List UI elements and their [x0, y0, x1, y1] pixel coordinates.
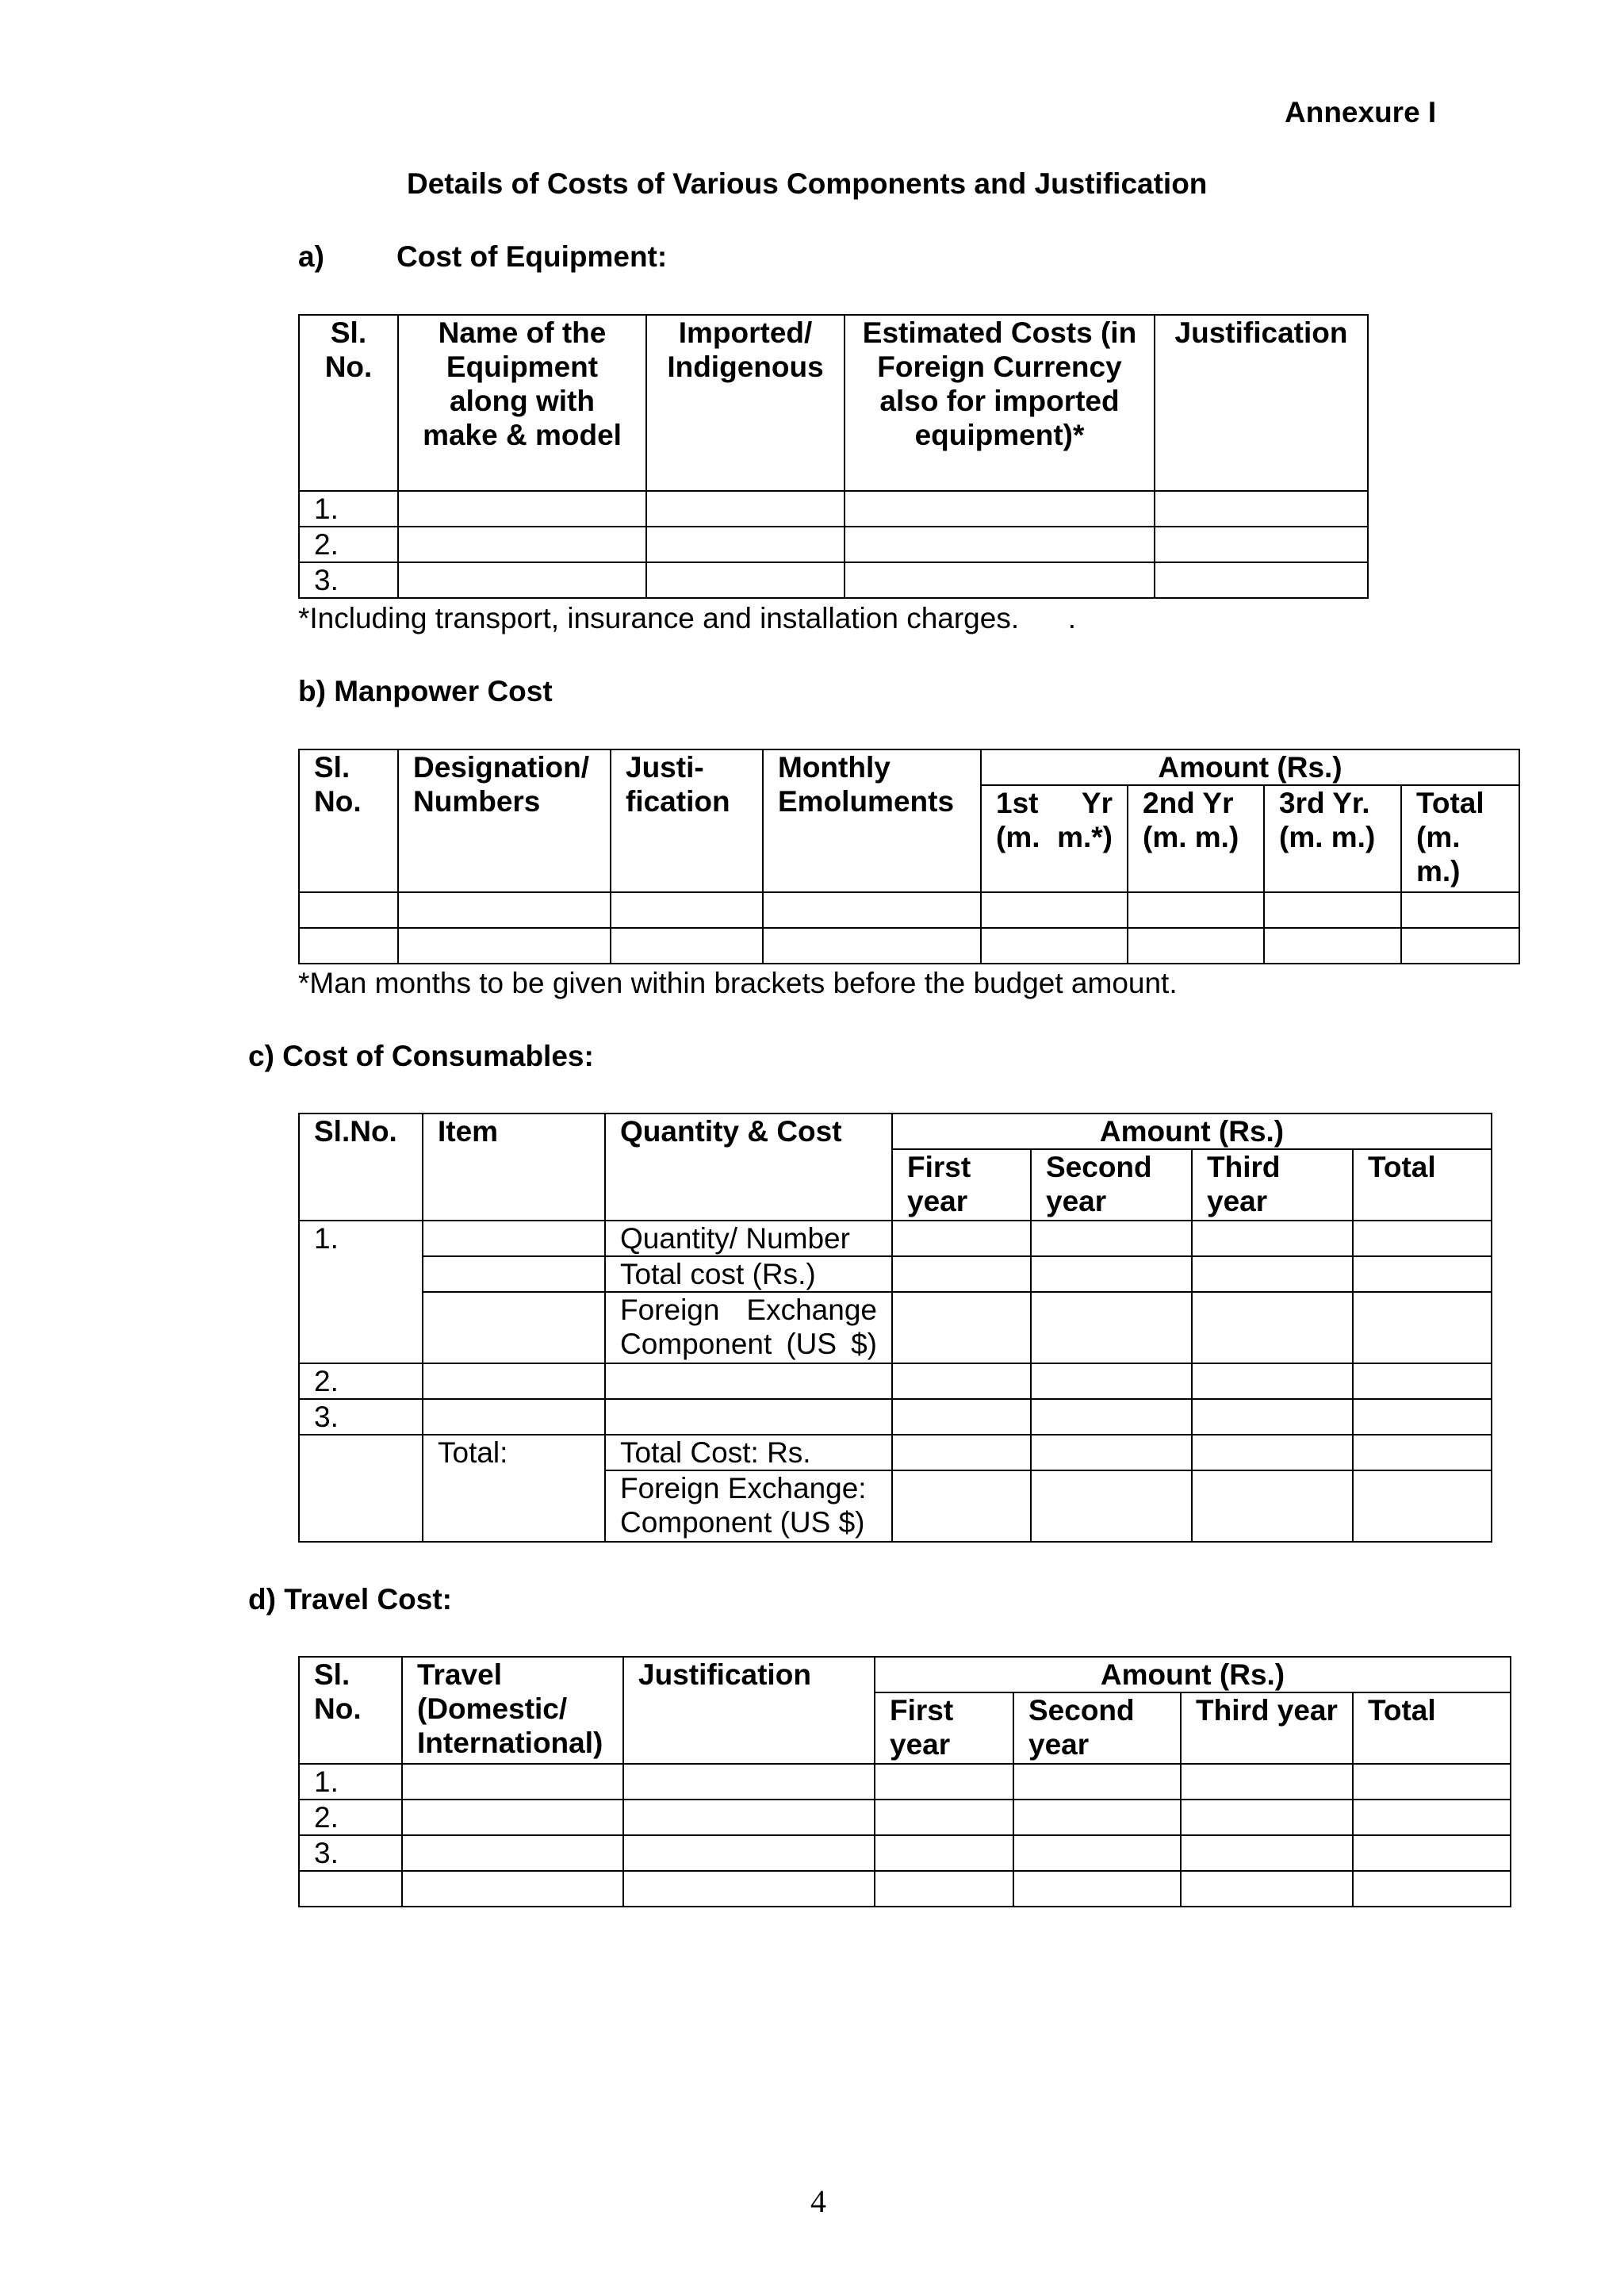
row-number: 3.	[299, 1399, 423, 1435]
header-year-3: 3rd Yr. (m. m.)	[1264, 785, 1401, 892]
annexure-label: Annexure I	[1285, 96, 1437, 128]
total-label: Total:	[423, 1435, 605, 1542]
section-b-heading: b) Manpower Cost	[298, 675, 553, 707]
section-a-heading: Cost of Equipment:	[396, 240, 668, 273]
table-row	[299, 1221, 1492, 1256]
table-row	[299, 1435, 1492, 1470]
header-monthly-emoluments: Monthly Emoluments	[763, 749, 981, 892]
header-second-year: Second year	[1031, 1149, 1192, 1221]
table-row	[299, 1835, 1511, 1871]
header-first-year: First year	[892, 1149, 1031, 1221]
table-row	[299, 1399, 1492, 1435]
header-total: Total (m. m.)	[1401, 785, 1519, 892]
table-row	[299, 1764, 1511, 1800]
header-third-year: Third year	[1181, 1692, 1353, 1764]
header-estimated-costs: Estimated Costs (in Foreign Currency also for imported equipment)*	[845, 315, 1155, 491]
header-amount: Amount (Rs.)	[875, 1657, 1511, 1692]
header-imported-indigenous: Imported/ Indigenous	[646, 315, 845, 491]
header-justification: Justi- fication	[611, 749, 763, 892]
total-cost-label: Total cost (Rs.)	[605, 1256, 892, 1292]
row-number: 1.	[299, 491, 398, 527]
section-a-marker: a)	[298, 240, 324, 273]
header-justification: Justification	[623, 1657, 875, 1764]
header-year-2: 2nd Yr (m. m.)	[1128, 785, 1264, 892]
table-row	[299, 928, 1519, 964]
header-travel: Travel (Domestic/ International)	[402, 1657, 623, 1764]
table-row	[299, 1292, 1492, 1363]
header-total: Total	[1353, 1692, 1511, 1764]
header-quantity-cost: Quantity & Cost	[605, 1114, 892, 1221]
section-d-heading: d) Travel Cost:	[248, 1583, 452, 1616]
row-number: 1.	[299, 1221, 423, 1363]
consumables-table	[298, 1113, 1492, 1543]
header-first-year: First year	[875, 1692, 1013, 1764]
header-justification: Justification	[1155, 315, 1368, 491]
header-sl-no: Sl. No.	[299, 1657, 402, 1764]
table-row	[299, 1363, 1492, 1399]
foreign-exchange-label: Foreign Exchange Component (US $)	[605, 1292, 892, 1363]
row-number	[299, 1871, 402, 1907]
row-number: 2.	[299, 1800, 402, 1835]
row-number: 2.	[299, 1363, 423, 1399]
quantity-number-label: Quantity/ Number	[605, 1221, 892, 1256]
header-amount: Amount (Rs.)	[892, 1114, 1492, 1149]
travel-table	[298, 1656, 1511, 1907]
header-amount: Amount (Rs.)	[981, 749, 1519, 785]
row-number: 3.	[299, 1835, 402, 1871]
section-c-heading: c) Cost of Consumables:	[248, 1040, 594, 1072]
header-sl-no: Sl. No.	[299, 315, 398, 491]
equipment-note: *Including transport, insurance and installation charges. .	[298, 602, 1077, 634]
row-number: 3.	[299, 562, 398, 598]
table-row	[299, 562, 1368, 598]
total-foreign-exchange-label: Foreign Exchange: Component (US $)	[605, 1470, 892, 1542]
header-total: Total	[1353, 1149, 1492, 1221]
equipment-table	[298, 314, 1369, 599]
header-second-year: Second year	[1013, 1692, 1181, 1764]
header-third-year: Third year	[1192, 1149, 1353, 1221]
table-row	[299, 1871, 1511, 1907]
row-number: 2.	[299, 527, 398, 562]
manpower-table	[298, 749, 1520, 964]
table-row	[299, 491, 1368, 527]
header-sl-no: Sl. No.	[299, 749, 398, 892]
page-number: 4	[810, 2183, 826, 2219]
header-sl-no: Sl.No.	[299, 1114, 423, 1221]
table-row	[299, 1800, 1511, 1835]
header-equipment-name: Name of the Equipment along with make & model	[398, 315, 646, 491]
header-designation: Designation/ Numbers	[398, 749, 611, 892]
header-item: Item	[423, 1114, 605, 1221]
table-row	[299, 892, 1519, 928]
manpower-note: *Man months to be given within brackets before the budget amount.	[298, 967, 1178, 999]
header-year-1: 1st Yr (m. m.*)	[981, 785, 1128, 892]
table-row	[299, 527, 1368, 562]
table-row	[299, 1256, 1492, 1292]
row-number: 1.	[299, 1764, 402, 1800]
total-cost-rs-label: Total Cost: Rs.	[605, 1435, 892, 1470]
document-title: Details of Costs of Various Components and Justification	[407, 167, 1208, 200]
